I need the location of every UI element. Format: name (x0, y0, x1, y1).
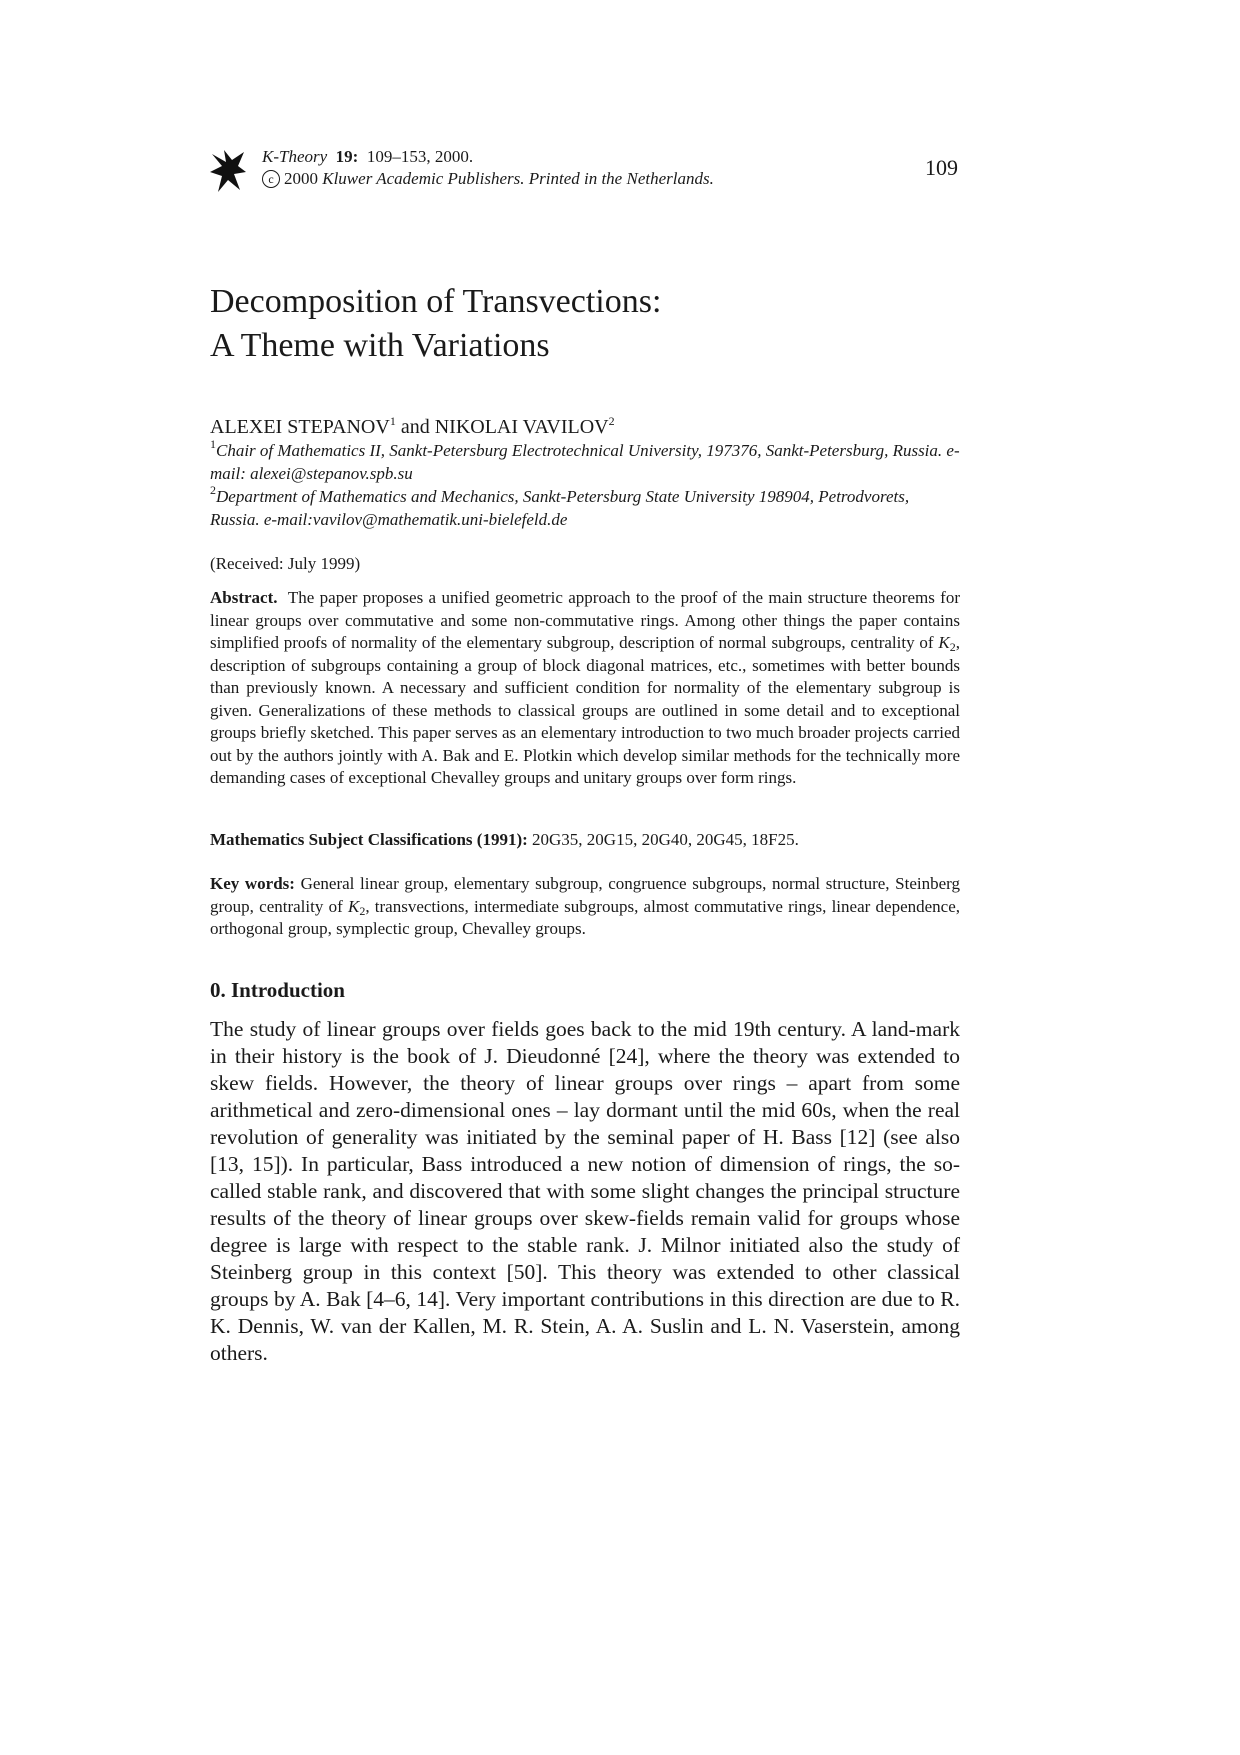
journal-citation (262, 146, 473, 168)
abstract-text-1: The paper proposes a unified geometric approach to the proof of the main structure theorems for linear groups over commutative and some non-commutative rings. Among other things the paper contains simplified proofs of normality of the elementary subgroup, description of normal subgroups, centrality of (210, 588, 960, 652)
msc-value: 20G35, 20G15, 20G40, 20G45, 18F25. (532, 830, 799, 849)
keywords-text-1: General linear group, elementary subgroup, congruence subgroups, normal structure, Steinberg group, centrality of (210, 874, 961, 916)
author-line (210, 414, 615, 440)
abstract-text-2: , description of subgroups containing a group of block diagonal matrices, etc., sometimes with better bounds than previously known. A necessary and sufficient condition for normality of the elementary subgroup is given. Generalizations of these methods to classical groups are outlined in some detail and to exceptional groups briefly sketched. This paper serves as an elementary introduction to two much broader projects carried out by the authors jointly with A. Bak and E. Plotkin which develop similar methods for the technically more demanding cases of exceptional Chevalley groups and unitary groups over form rings. (210, 633, 960, 787)
paper-title-line-2: A Theme with Variations (210, 327, 550, 364)
abstract-k-subscript: 2 (949, 640, 956, 654)
author-1-sup: 1 (389, 414, 396, 428)
page-number: 109 (925, 155, 958, 180)
author-2-sup: 2 (608, 414, 615, 428)
keywords-text-2: , transvections, intermediate subgroups, almost commutative rings, linear dependence, orthogonal group, symplectic group, Chevalley groups. (210, 896, 960, 938)
journal-pages-year: 109–153, 2000. (366, 147, 474, 166)
author-2: NIKOLAI VAVILOV (434, 416, 609, 438)
keywords-k-symbol: K (347, 896, 360, 916)
keywords-label: Key words: (210, 874, 295, 893)
author-1: ALEXEI STEPANOV (210, 416, 390, 438)
copyright-line (262, 168, 714, 190)
author-conjunction: and (400, 416, 430, 438)
abstract (210, 587, 960, 790)
paper-title-line-1: Decomposition of Transvections: (210, 283, 662, 320)
keywords (210, 873, 960, 941)
abstract-k-symbol: K (938, 633, 950, 652)
introduction-paragraph: The study of linear groups over fields goes back to the mid 19th century. A land-mark in their history is the book of J. Dieudonné [24], where the theory was extended to skew fields. However, the theory of linear groups over rings – apart from some arithmetical and zero-dimensional ones – lay dormant until the mid 60s, when the real revolution of generality was initiated by the seminal paper of H. Bass [12] (see also [13, 15]). In particular, Bass introduced a new notion of dimension of rings, the so-called stable rank, and discovered that with some slight changes the principal structure results of the theory of linear groups over skew-fields remain valid for groups whose degree is large with respect to the stable rank. J. Milnor initiated also the study of Steinberg group in this context [50]. This theory was extended to other classical groups by A. Bak [4–6, 14]. Very important contributions in this direction are due to R. K. Dennis, W. van der Kallen, M. R. Stein, A. A. Suslin and L. N. Vaserstein, among others. (210, 1017, 960, 1365)
affiliation-1-sup: 1 (210, 437, 216, 451)
affiliation-1-text: Chair of Mathematics II, Sankt-Petersburg Electrotechnical University, 197376, Sankt-Petersburg, Russia. e-mail: alexei@stepanov.spb.su (210, 441, 960, 483)
kluwer-logo-icon (210, 148, 246, 194)
keywords-k-subscript: 2 (359, 903, 366, 918)
subject-classifications (210, 829, 960, 852)
publisher-line: Kluwer Academic Publishers. Printed in the Netherlands. (322, 169, 714, 188)
affiliation-2 (210, 485, 960, 531)
affiliation-1 (210, 439, 960, 485)
journal-name: K-Theory (262, 147, 328, 166)
section-heading: 0. Introduction (210, 978, 345, 1002)
affiliation-2-sup: 2 (210, 483, 216, 497)
abstract-label: Abstract. (210, 588, 278, 607)
received-date: (Received: July 1999) (210, 554, 361, 573)
copyright-year: 2000 (284, 169, 318, 188)
affiliation-2-text: Department of Mathematics and Mechanics, Sankt-Petersburg State University 198904, Petrodvorets, Russia. e-mail:vavilov@mathematik.uni-bielefeld.de (210, 487, 910, 529)
copyright-icon: c (262, 170, 280, 188)
msc-label: Mathematics Subject Classifications (1991): (210, 830, 528, 849)
journal-volume: 19: (335, 147, 359, 166)
